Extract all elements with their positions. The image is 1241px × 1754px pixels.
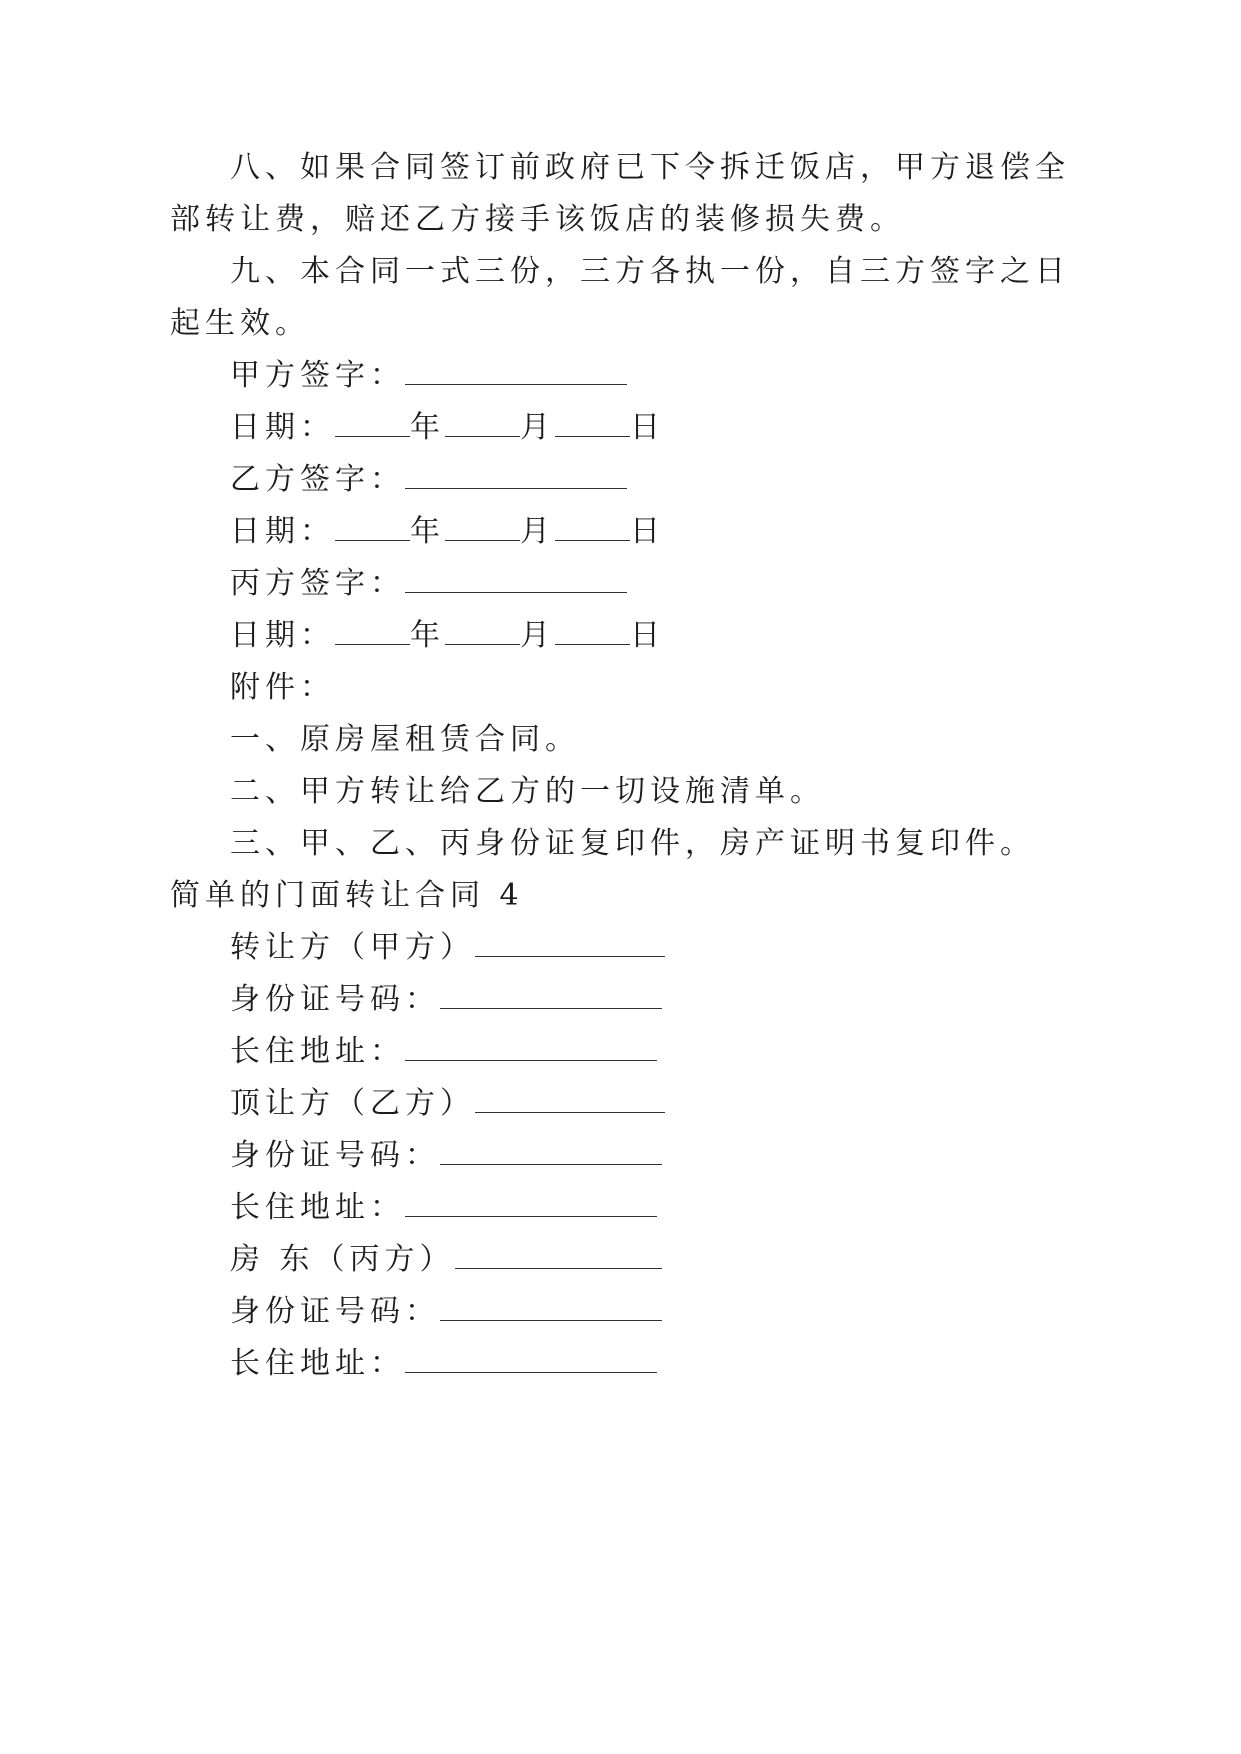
clause-eight-line1: 八、如果合同签订前政府已下令拆迁饭店，甲方退偿全 [230,150,1070,185]
date-label: 日期： [230,410,335,445]
id-number-blank[interactable] [440,982,662,1009]
address-blank[interactable] [405,1346,657,1373]
date-row-c [0,616,1241,656]
day-blank[interactable] [555,410,630,437]
party-a-signature-label: 甲方签字： [230,358,405,393]
address-blank[interactable] [405,1034,657,1061]
day-blank[interactable] [555,618,630,645]
party-b-signature-label: 乙方签字： [230,462,405,497]
day-blank[interactable] [555,514,630,541]
date-label: 日期： [230,514,335,549]
id-number-blank[interactable] [440,1138,662,1165]
party-c-signature-blank[interactable] [405,566,627,593]
transferee-id-row [0,1136,1241,1176]
day-label: 日 [630,410,665,445]
year-blank[interactable] [335,618,410,645]
party-a-signature-row [0,356,1241,396]
landlord-label: 房 东（丙方） [230,1242,455,1277]
month-label: 月 [520,410,555,445]
clause-nine-line2: 起生效。 [170,306,310,341]
transferor-address-row [0,1032,1241,1072]
landlord-row [0,1240,1241,1280]
address-label: 长住地址： [230,1346,405,1381]
transferor-label: 转让方（甲方） [230,930,475,965]
date-row-a [0,408,1241,448]
month-label: 月 [520,514,555,549]
transferee-row [0,1084,1241,1124]
party-b-signature-blank[interactable] [405,462,627,489]
month-label: 月 [520,618,555,653]
month-blank[interactable] [445,618,520,645]
clause-nine-line1: 九、本合同一式三份，三方各执一份，自三方签字之日 [230,254,1070,289]
year-blank[interactable] [335,514,410,541]
attachment-item-2: 二、甲方转让给乙方的一切设施清单。 [230,774,825,809]
party-c-signature-label: 丙方签字： [230,566,405,601]
section-title: 简单的门面转让合同 4 [170,878,524,913]
party-b-signature-row [0,460,1241,500]
year-label: 年 [410,514,445,549]
attachment-item-1: 一、原房屋租赁合同。 [230,722,580,757]
transferee-address-row [0,1188,1241,1228]
transferee-label: 顶让方（乙方） [230,1086,475,1121]
address-label: 长住地址： [230,1190,405,1225]
transferor-blank[interactable] [475,930,665,957]
attachments-heading: 附件： [230,670,335,705]
transferor-id-row [0,980,1241,1020]
party-a-signature-blank[interactable] [405,358,627,385]
id-number-blank[interactable] [440,1294,662,1321]
landlord-id-row [0,1292,1241,1332]
address-blank[interactable] [405,1190,657,1217]
id-number-label: 身份证号码： [230,1138,440,1173]
day-label: 日 [630,514,665,549]
year-label: 年 [410,618,445,653]
landlord-blank[interactable] [455,1242,662,1269]
day-label: 日 [630,618,665,653]
month-blank[interactable] [445,410,520,437]
transferor-row [0,928,1241,968]
id-number-label: 身份证号码： [230,1294,440,1329]
clause-eight-line2: 部转让费，赔还乙方接手该饭店的装修损失费。 [170,202,905,237]
attachment-item-3: 三、甲、乙、丙身份证复印件，房产证明书复印件。 [230,826,1035,861]
year-blank[interactable] [335,410,410,437]
date-row-b [0,512,1241,552]
month-blank[interactable] [445,514,520,541]
date-label: 日期： [230,618,335,653]
party-c-signature-row [0,564,1241,604]
landlord-address-row [0,1344,1241,1384]
transferee-blank[interactable] [475,1086,665,1113]
id-number-label: 身份证号码： [230,982,440,1017]
address-label: 长住地址： [230,1034,405,1069]
year-label: 年 [410,410,445,445]
